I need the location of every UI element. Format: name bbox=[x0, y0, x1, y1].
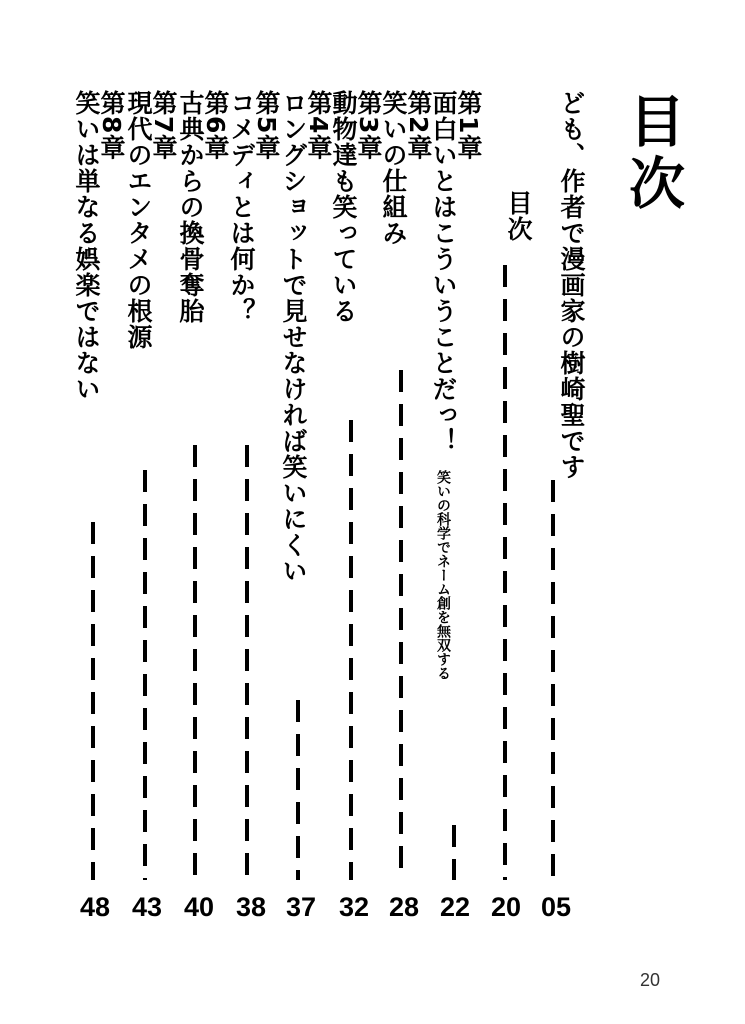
entry-title: 笑いの仕組み bbox=[379, 90, 408, 246]
leader-line bbox=[452, 825, 456, 880]
toc-entry-chapter-2[interactable] bbox=[379, 90, 433, 920]
entry-title: 目次 bbox=[504, 190, 533, 242]
chapter-label: 第3章 bbox=[354, 90, 383, 161]
page-number: 32 bbox=[338, 892, 370, 922]
entry-title: ロングショットで見せなければ笑いにくい bbox=[279, 90, 308, 584]
toc-entry-chapter-1[interactable] bbox=[429, 90, 483, 920]
toc-entry-chapter-4[interactable] bbox=[279, 90, 333, 920]
leader-line bbox=[503, 265, 507, 880]
page-number: 20 bbox=[490, 892, 522, 922]
entry-title: コメディとは何か？ bbox=[227, 90, 256, 324]
chapter-label: 第2章 bbox=[404, 90, 433, 161]
entry-title: 笑いは単なる娯楽ではない bbox=[72, 90, 101, 402]
chapter-label: 第4章 bbox=[304, 90, 333, 161]
entry-subtitle: 笑いの科学でネーム創を無双する bbox=[435, 469, 451, 680]
toc-entry-chapter-5[interactable] bbox=[227, 90, 281, 920]
page-number: 48 bbox=[79, 892, 111, 922]
page-title: 目次 bbox=[620, 92, 685, 216]
leader-line bbox=[245, 445, 249, 880]
leader-line bbox=[399, 370, 403, 880]
page-number: 28 bbox=[388, 892, 420, 922]
page-number: 37 bbox=[285, 892, 317, 922]
leader-line bbox=[193, 445, 197, 880]
toc-entry-chapter-6[interactable] bbox=[176, 90, 230, 920]
chapter-label: 第7章 bbox=[149, 90, 178, 161]
page-number: 05 bbox=[540, 892, 572, 922]
chapter-label: 第6章 bbox=[201, 90, 230, 161]
leader-line bbox=[551, 480, 555, 880]
leader-line bbox=[296, 700, 300, 880]
page-number: 22 bbox=[439, 892, 471, 922]
folio-page-number: 20 bbox=[640, 970, 661, 990]
page-number: 38 bbox=[235, 892, 267, 922]
entry-title: 古典からの換骨奪胎 bbox=[176, 90, 205, 324]
entry-title: 面白いとはこういうことだっ！ bbox=[429, 90, 458, 454]
chapter-label: 第1章 bbox=[454, 90, 483, 161]
page-number: 43 bbox=[131, 892, 163, 922]
toc-entry-chapter-8[interactable] bbox=[72, 90, 126, 920]
toc-entry-chapter-7[interactable] bbox=[124, 90, 178, 920]
entry-title: 動物達も笑っている bbox=[329, 90, 358, 324]
toc-entry-chapter-3[interactable] bbox=[329, 90, 383, 920]
chapter-label: 第5章 bbox=[252, 90, 281, 161]
entry-title: 現代のエンタメの根源 bbox=[124, 90, 153, 350]
entry-title: ども、作者で漫画家の樹崎聖です bbox=[557, 90, 586, 480]
toc-entry-intro[interactable] bbox=[540, 90, 584, 920]
page-number: 40 bbox=[183, 892, 215, 922]
chapter-label: 第8章 bbox=[97, 90, 126, 161]
leader-line bbox=[91, 522, 95, 880]
leader-line bbox=[143, 470, 147, 880]
leader-line bbox=[349, 420, 353, 880]
